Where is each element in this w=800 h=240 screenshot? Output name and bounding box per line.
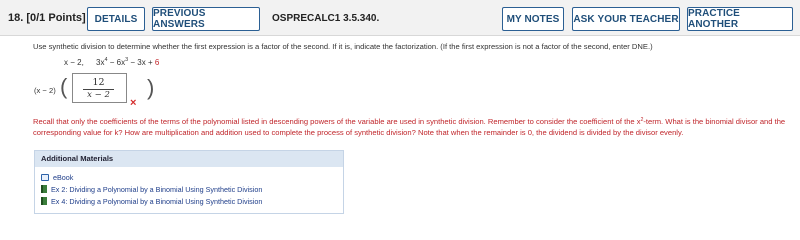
previous-answers-button[interactable]: PREVIOUS ANSWERS [152, 7, 260, 31]
dividend-term-1: 3x [96, 58, 105, 67]
dividend-exp-1: 4 [104, 57, 108, 63]
problem-instructions: Use synthetic division to determine whether the first expression is a factor of the second. If it is, indicate the factorization. (If the first expression is not a factor of the second, enter DNE.) [33, 42, 653, 51]
ebook-link-label[interactable]: eBook [53, 172, 74, 182]
dividend-term-3: − 3x + [128, 58, 155, 67]
ebook-icon [41, 174, 49, 181]
incorrect-x-icon: × [130, 97, 137, 109]
example-4-video-link[interactable] [41, 196, 262, 206]
question-header [0, 0, 800, 36]
right-paren: ) [147, 75, 155, 100]
dividend-term-2: − 6x [107, 58, 126, 67]
given-expressions [64, 57, 159, 67]
fraction-numerator: 12 [83, 77, 114, 90]
fraction-denominator: x − 2 [87, 90, 110, 100]
divisor-expression: x − 2, [64, 58, 84, 67]
example-2-link-label[interactable]: Ex 2: Dividing a Polynomial by a Binomial Using Synthetic Division [51, 184, 263, 194]
question-source-id: OSPRECALC1 3.5.340. [272, 13, 380, 24]
left-paren: ( [60, 74, 68, 99]
dividend-constant: 6 [154, 58, 160, 67]
ask-teacher-button[interactable]: ASK YOUR TEACHER [572, 7, 680, 31]
video-icon [41, 185, 47, 193]
feedback-exponent: 2 [640, 117, 644, 123]
factor-label: (x − 2) [34, 86, 56, 95]
example-2-video-link[interactable] [41, 184, 262, 194]
video-icon [41, 197, 47, 205]
feedback-part-2: -term. What is the binomial divisor and the corresponding value for k? How are multiplication and addition used to complete the process of synthetic division? Note that when the remainder is 0, the dividend is divided by the divisor evenly. [33, 117, 786, 137]
details-button[interactable]: DETAILS [87, 7, 145, 31]
my-notes-button[interactable]: MY NOTES [502, 7, 564, 31]
practice-another-button[interactable]: PRACTICE ANOTHER [687, 7, 793, 31]
additional-materials-title: Additional Materials [35, 151, 343, 167]
example-4-link-label[interactable]: Ex 4: Dividing a Polynomial by a Binomial Using Synthetic Division [51, 196, 263, 206]
dividend-exp-2: 3 [125, 57, 129, 63]
ebook-link[interactable] [41, 172, 73, 182]
additional-materials-panel [34, 150, 344, 214]
answer-fraction [83, 77, 114, 101]
feedback-message [33, 115, 795, 138]
answer-input[interactable] [72, 73, 127, 103]
feedback-part-1: Recall that only the coefficients of the terms of the polynomial listed in descending powers of the variable are used in synthetic division. Remember to consider the coefficient of the x [33, 117, 641, 126]
question-number-label: 18. [0/1 Points] [8, 12, 86, 24]
dividend-expression [96, 58, 159, 67]
